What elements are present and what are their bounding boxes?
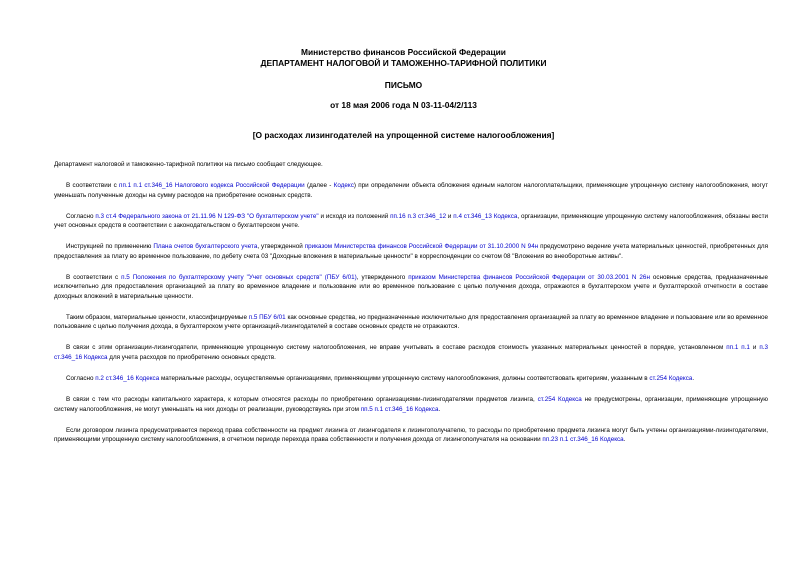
paragraph xyxy=(54,212,768,231)
paragraph-text: и xyxy=(446,212,454,220)
paragraph-text: Департамент налоговой и таможенно-тарифной политики на письмо сообщает следующее. xyxy=(54,161,323,168)
paragraph-text: (далее - xyxy=(304,181,334,189)
paragraph-text: . xyxy=(438,405,441,413)
ministry-title: Министерство финансов Российской Федерации xyxy=(301,47,506,57)
paragraph-text: В соответствии с xyxy=(66,181,120,189)
paragraph-text: для учета расходов по приобретению основных средств. xyxy=(107,354,276,362)
paragraph xyxy=(54,273,768,302)
paragraph-text: В соответствии с xyxy=(66,273,122,281)
paragraph-text: и xyxy=(749,344,760,352)
paragraph xyxy=(54,313,768,332)
paragraph xyxy=(54,160,768,170)
paragraph xyxy=(54,181,768,200)
paragraph-text: Согласно xyxy=(66,212,96,220)
reference-link[interactable]: приказом Министерства финансов Российской Федерации от 30.03.2001 N 26н xyxy=(408,273,650,281)
paragraph-text: , организации, применяющие упрощенную систему налогообложения, обязаны вести учет основных средств в соответствии с законодательством о бухгалтерском учете. xyxy=(54,212,768,230)
reference-link[interactable]: п.3 ст.4 Федерального закона от 21.11.96 N 129-ФЗ "О бухгалтерском учете" xyxy=(95,212,319,220)
paragraph xyxy=(54,395,768,414)
paragraph-text: Если договором лизинга предусматривается переход права собственности на предмет лизинга от лизингодателя к лизингополучателю, то расходы по приобретению предмета лизинга могут быть учтены организациями-лизингодателями, применяющими упрощенную систему налогообложения, в отчетном периоде перехода права собственности и получения дохода от лизингополучателя на основании xyxy=(54,426,768,444)
reference-link[interactable]: приказом Министерства финансов Российской Федерации от 31.10.2000 N 94н xyxy=(304,243,539,251)
paragraph-text: ) при определении объекта обложения единым налогом налогоплательщики, применяющие упрощенную систему налогообложения, могут уменьшать полученные доходы на сумму расходов на приобретение основных средств. xyxy=(54,181,769,199)
paragraph-text: . xyxy=(623,436,626,444)
paragraph-text: основные средства, предназначенные исключительно для предоставления организацией за плату во временное владение и пользование или во временное пользование с целью получения дохода, отражаются в бухгалтерском учете и бухгалтерской отчетности в составе доходных вложений в материальные ценности. xyxy=(54,273,768,300)
paragraph-text: , утвержденной xyxy=(257,243,305,251)
paragraph-text: . xyxy=(692,375,695,383)
reference-link[interactable]: п.5 ПБУ 6/01 xyxy=(248,313,286,321)
paragraph-text: Согласно xyxy=(66,375,96,383)
paragraph-text: Таким образом, материальные ценности, классифицируемые xyxy=(66,313,249,321)
reference-link[interactable]: ст.254 Кодекса xyxy=(537,396,582,404)
reference-link[interactable]: Кодекс xyxy=(333,181,354,189)
department-title: ДЕПАРТАМЕНТ НАЛОГОВОЙ И ТАМОЖЕННО-ТАРИФНОЙ ПОЛИТИКИ xyxy=(260,58,547,68)
reference-link[interactable]: п.3 ст.346_16 Кодекса xyxy=(54,344,768,362)
reference-link[interactable]: пп.1 п.1 ст.346_16 Налогового кодекса Российской Федерации xyxy=(119,181,305,189)
reference-link[interactable]: п.5 Положения по бухгалтерскому учету "Учет основных средств" (ПБУ 6/01) xyxy=(121,273,357,281)
paragraph-text: как основные средства, но предназначенные исключительно для предоставления организацией за плату во временное владение и пользование или во временное пользование с целью получения дохода, в бухгалтерском учете организаций-лизингодателей в составе основных средств не отражаются. xyxy=(54,313,768,331)
paragraph-text: , утвержденного xyxy=(356,273,409,281)
document-type: ПИСЬМО xyxy=(384,80,423,90)
document-subject: [О расходах лизингодателей на упрощенной системе налогообложения] xyxy=(252,130,555,140)
paragraph xyxy=(54,426,768,445)
reference-link[interactable]: Плана счетов бухгалтерского учета xyxy=(153,243,258,251)
paragraph xyxy=(54,343,768,362)
document-body xyxy=(54,160,768,456)
paragraph-text: Инструкцией по применению xyxy=(66,243,154,251)
reference-link[interactable]: ст.254 Кодекса xyxy=(649,375,693,383)
paragraph-text: В связи с тем что расходы капитального характера, к которым относятся расходы по приобретению организациями-лизингодателями предметов лизинга, xyxy=(66,396,538,404)
reference-link[interactable]: пп.5 п.1 ст.346_16 Кодекса xyxy=(360,405,439,413)
paragraph-text: не предусмотрены, организации, применяющие упрощенную систему налогообложения, не могут уменьшать на них доходы от реализации, руководствуясь при этом xyxy=(54,396,769,413)
paragraph-text: материальные расходы, осуществляемые организациями, применяющими упрощенную систему налогообложения, должны соответствовать критериям, указанным в xyxy=(159,375,650,383)
reference-link[interactable]: пп.1 п.1 xyxy=(726,344,750,352)
paragraph xyxy=(54,374,768,384)
reference-link[interactable]: пп.23 п.1 ст.346_16 Кодекса xyxy=(542,436,624,444)
reference-link[interactable]: п.4 ст.346_13 Кодекса xyxy=(453,212,518,220)
reference-link[interactable]: пп.16 п.3 ст.346_12 xyxy=(390,212,447,220)
paragraph-text: предусмотрено ведение учета материальных ценностей, приобретенных для предоставления за плату во временное пользование, по дебету счета 03 "Доходные вложения в материальные ценности" в корреспонденции со счетом 08 "Вложения во внеоборотные активы". xyxy=(54,243,768,260)
reference-link[interactable]: п.2 ст.346_16 Кодекса xyxy=(95,375,160,383)
document-date-number: от 18 мая 2006 года N 03-11-04/2/113 xyxy=(330,100,477,110)
paragraph xyxy=(54,242,768,261)
paragraph-text: В связи с этим организации-лизингодатели, применяющие упрощенную систему налогообложения, не вправе учитывать в составе расходов стоимость указанных материальных ценностей в порядке, установленном xyxy=(66,344,727,352)
paragraph-text: и исходя из положений xyxy=(318,212,391,220)
